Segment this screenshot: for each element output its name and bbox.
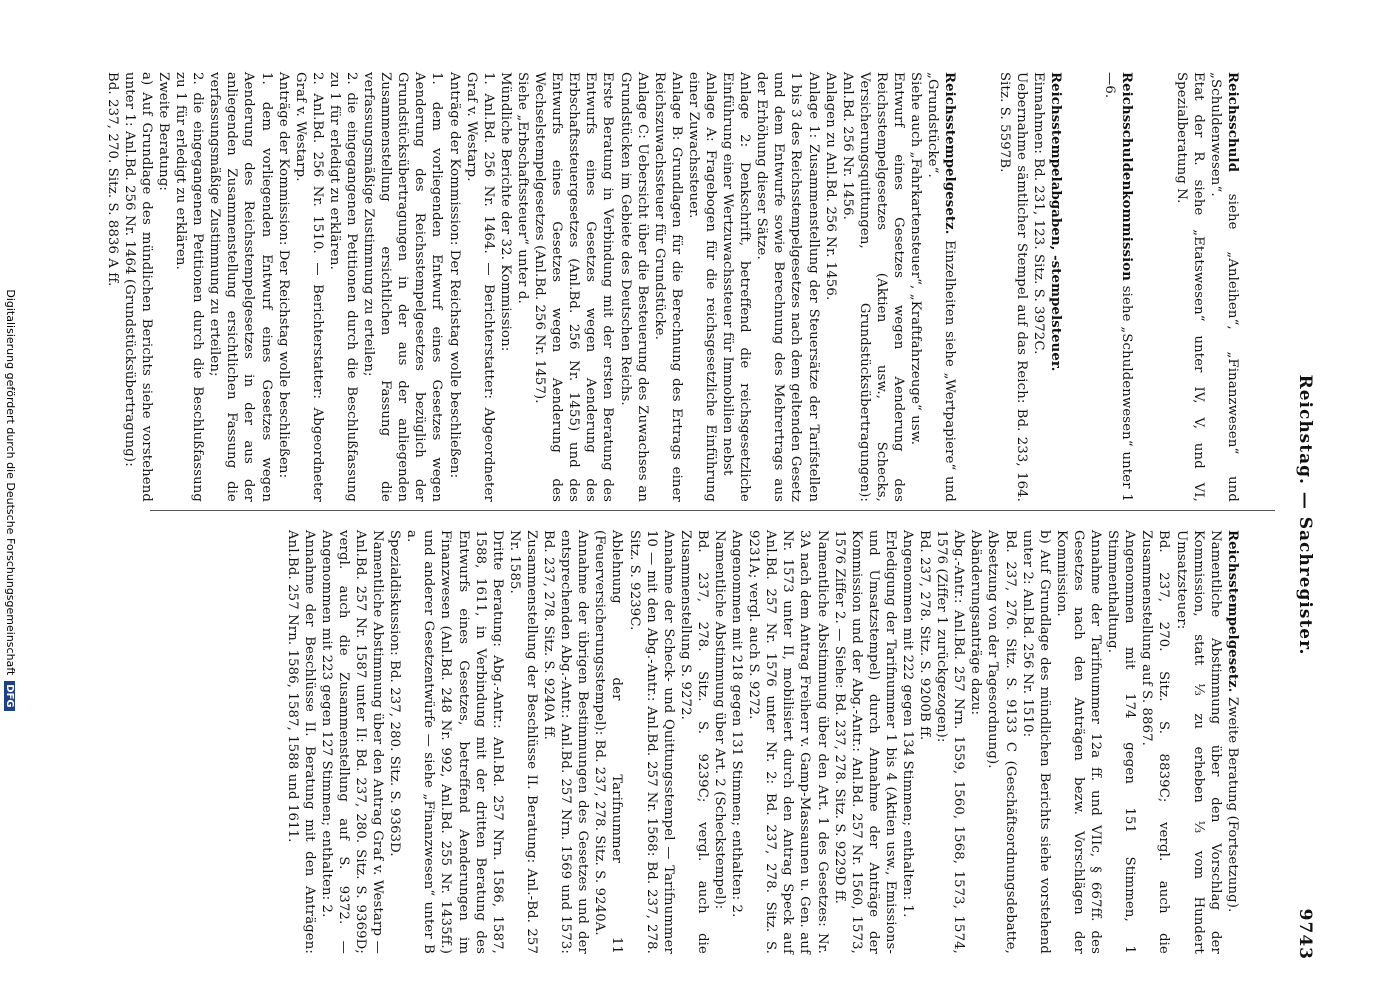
entry-heading: Reichsstempelabgaben, -stempelsteuer. [1047,72,1063,372]
digitization-credit [4,0,17,1000]
index-entry [1172,72,1240,502]
page-number: 9743 [1295,908,1315,960]
running-title: Reichstag. — Sachregister. [1295,374,1315,656]
entry-heading: Reichsschuldenkommission [1119,72,1135,281]
entry-text: siehe „Schuldenwesen“ unter 1—6. [1102,72,1135,502]
index-entry [1101,72,1135,502]
right-column [246,530,1275,954]
index-entry [996,72,1064,502]
entry-text: Einzelheiten siehe „Wertpapiere“ und „Grundstücke“. Siehe auch „Fahrkartensteuer“, „Kraftfahrzeuge“ usw. Entwurf eines Gesetzes wegen Aenderung des Reichsstempelgesetzes (Aktien usw., Schecks, Versicherungsquittungen, Grundstücksübertragungen): Anl.Bd. 256 Nr. 1456. Anlagen zu Anl.Bd. 256 Nr. 1456. Anlage 1: Zusammenstellung der Steuersätze der Tarifstellen 1 bis 3 des Reichsstempelgesetzes nach dem geltenden Gesetz und dem Entwurfe sowie Berechnung des Mehrertrags aus der Erhöhung dieser Sätze. Anlage 2: Denkschrift, betreffend die reichsgesetzliche Einführung einer Wertzuwachssteuer für Immobilien nebst Anlage A: Fragebogen für die reichsgesetzliche Einführung einer Zuwachssteuer. Anlage B: Grundlagen für die Berechnung des Ertrags einer Reichszuwachssteuer für Grundstücke. Anlage C: Uebersicht über die Besteuerung des Zuwachses an Grundstücken im Gebiete des Deutschen Reichs. Erste Beratung in Verbindung mit der ersten Beratung des Entwurfs eines Gesetzes wegen Aenderung des Erbschaftssteuergesetzes (Anl.Bd. 256 Nr. 1455) und des Entwurfs eines Gesetzes wegen Aenderung des Wechselstempelgesetzes (Anl.Bd. 256 Nr. 1457). Siehe „Erbschaftssteuer“ unter d. Mündliche Berichte der 32. Kommission: 1. Anl.Bd. 256 Nr. 1464. — Berichterstatter: Abgeordneter Graf v. Westarp. Anträge der Kommission: Der Reichstag wolle beschließen: 1. dem vorliegenden Entwurf eines Gesetzes wegen Aenderung des Reichsstempelgesetzes bezüglich der Grundstücksübertragungen in der aus der anliegenden Zusammenstellung ersichtlichen Fassung die verfassungsmäßige Zustimmung zu erteilen; 2. die eingegangenen Petitionen durch die Beschlußfassung zu 1 für erledigt zu erklären. 2. Anl.Bd. 256 Nr. 1510. — Berichterstatter: Abgeordneter Graf v. Westarp. Anträge der Kommission: Der Reichstag wolle beschließen: 1. dem vorliegenden Entwurf eines Gesetzes wegen Aenderung des Reichsstempelgesetzes in der aus der anliegenden Zusammenstellung ersichtlichen Fassung die verfassungsmäßige Zustimmung zu erteilen; 2. die eingegangenen Petitionen durch die Beschlußfassung zu 1 für erledigt zu erklären. Zweite Beratung: a) Auf Grundlage des mündlichen Berichts siehe vorstehend unter 1: Anl.Bd. 256 Nr. 1464 (Grundstücksübertragung): Bd. 237, 270. Sitz. S. 8836 A ff. [104,72,958,502]
entry-heading: Reichsstempelgesetz. [942,72,958,235]
dfg-logo: DFG [5,681,16,710]
entry-text: Zweite Beratung (Fortsetzung). Namentliche Abstimmung über den Vorschlag der Kommission, statt ⅓ zu erheben ⅓ vom Hundert Umsatzsteuer: Bd. 237, 270. Sitz. S. 8839C; vergl. auch die Zusammenstellung auf S. 8867. Angenommen mit 174 gegen 151 Stimmen, 1 Stimmenthaltung. Annahme der Tarifnummer 12a ff. und VIIc, § 667ff. des Gesetzes nach den Anträgen bezw. Vorschlägen der Kommission. b) Auf Grundlage des mündlichen Berichts siehe vorstehend unter 2: Anl.Bd. 256 Nr. 1510: Bd. 237, 276. Sitz. S. 9133 C (Geschäftsordnungsdebatte, Absetzung von der Tagesordnung). Abänderungsanträge dazu: Abg.-Antr.: Anl.Bd. 257 Nrn. 1559, 1560, 1568, 1573, 1574, 1576 (Ziffer 1 zurückgezogen): Bd. 237, 278. Sitz. S. 9200B ff. Angenommen mit 222 gegen 134 Stimmen; enthalten: 1. Erledigung der Tarifnummer 1 bis 4 (Aktien usw., Emissions- und Umsatzstempel) durch Annahme der Anträge der Kommission und der Abg.-Antr.: Anl.Bd. 257 Nr. 1560, 1573, 1576 Ziffer 2. — Siehe: Bd. 237, 278. Sitz. S. 9229D ff. Namentliche Abstimmung über den Art. 1 des Gesetzes: Nr. 3A nach dem Antrag Freiherr v. Gamp-Massaunen u. Gen. auf Nr. 1573 unter II, mobilisiert durch den Antrag Speck auf Anl.Bd. 257 Nr. 1576 unter Nr. 2: Bd. 237, 278. Sitz. S. 9231A; vergl. auch S. 9272. Angenommen mit 218 gegen 131 Stimmen; enthalten: 2. Namentliche Abstimmung über Art. 2 (Scheckstempel): Bd. 237, 278. Sitz. S. 9239C; vergl. auch die Zusammenstellung S. 9272. Annahme der Scheck- und Quittungsstempel — Tarifnummer 10 — mit den Abg.-Antr.: Anl.Bd. 257 Nr. 1568: Bd. 237, 278. Sitz. S. 9239C. Ablehnung der Tarifnummer 11 (Feuerversicherungsstempel): Bd. 237, 278. Sitz. S. 9240A. Annahme der übrigen Bestimmungen des Gesetzes und der entsprechenden Abg.-Antr.: Anl.Bd. 257 Nrn. 1569 und 1573: Bd. 237, 278. Sitz. S. 9240A ff. Zusammenstellung der Beschlüsse II. Beratung: Anl.-Bd. 257 Nr. 1585. Dritte Beratung: Abg.-Antr.: Anl.Bd. 257 Nrn. 1586, 1587, 1588, 1611, in Verbindung mit der dritten Beratung des Entwurfs eines Gesetzes, betreffend Aenderungen im Finanzwesen (Anl.Bd. 248 Nr. 992, Anl.Bd. 255 Nr. 1435ff.) und anderer Gesetzentwürfe — siehe „Finanzwesen“ unter B a. Spezialdiskussion: Bd. 237, 280. Sitz. S. 9363D. Namentliche Abstimmung über den Antrag Graf v. Westarp — Anl.Bd. 257 Nr. 1587 unter II: Bd. 237, 280. Sitz. S. 9369D; vergl. auch die Zusammenstellung auf S. 9372. — Angenommen mit 223 gegen 127 Stimmen; enthalten: 2. Annahme der Beschlüsse II. Beratung mit den Anträgen: Anl.Bd. 257 Nrn. 1586, 1587, 1588 und 1611. [284,530,1240,954]
page-header [1289,70,1315,960]
entry-heading: Reichsschuld [1224,72,1240,173]
credit-text: Digitalisierung gefördert durch die Deutsche Forschungsgemeinschaft [4,289,17,676]
index-entry [104,72,959,502]
index-entry [284,530,1241,954]
left-column [66,72,1275,502]
entry-text: Einnahmen: Bd. 231, 123. Sitz. S. 3972C. Uebernahme sämtlicher Stempel auf das Reich: Bd. 233, 164. Sitz. S. 5597B. [996,72,1046,502]
entry-text: siehe „Anleihen“, „Finanzwesen“ und „Schuldenwesen“. Etat der R. siehe „Etatswesen“ unter IV, V, und VI, Spezialberatung N. [1173,72,1240,502]
column-divider [150,510,1275,511]
entry-heading: Reichsstempelgesetz. [1224,530,1240,693]
